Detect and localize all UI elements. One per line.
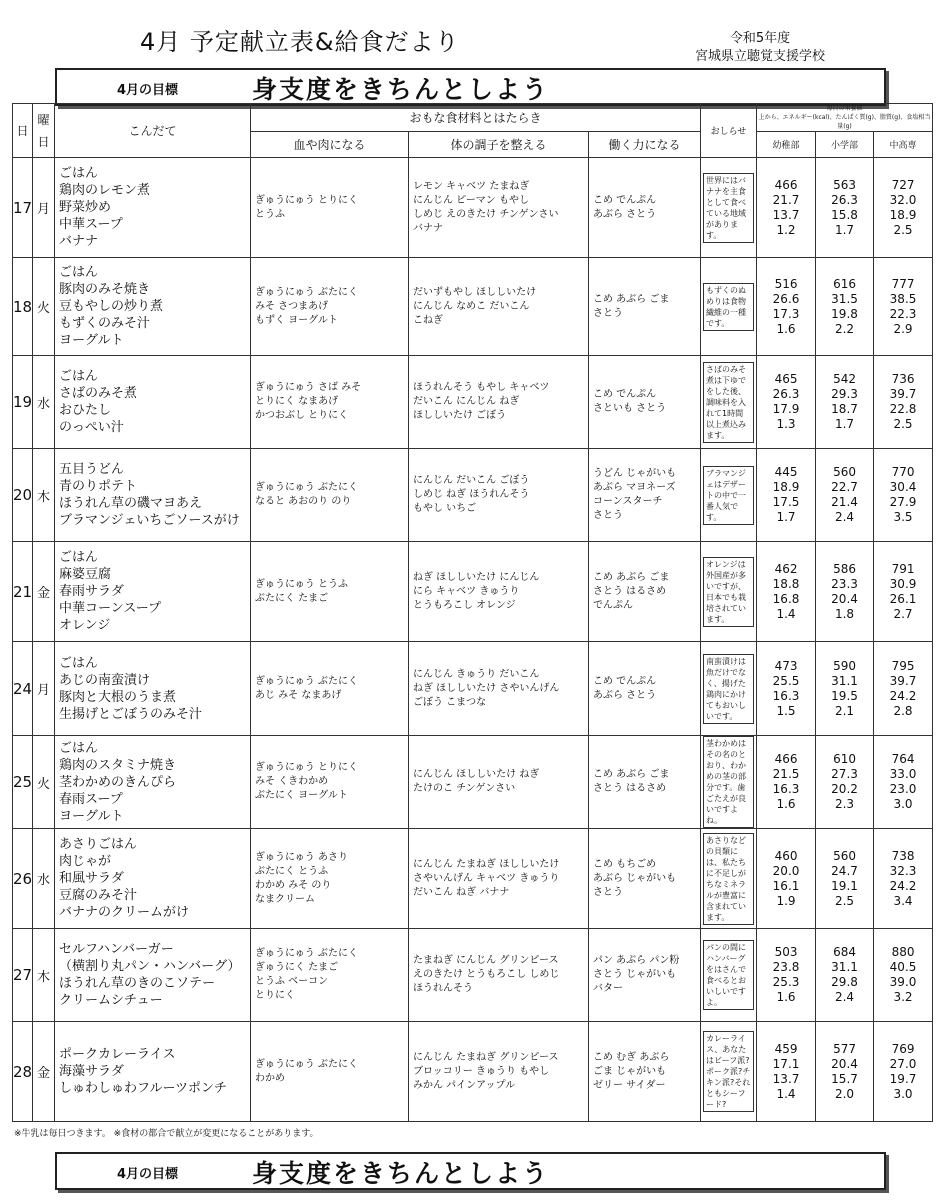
menu-row — [13, 158, 933, 258]
energy-foods: こめ でんぷん さといも さとう — [589, 356, 701, 449]
condition-foods: ねぎ ほししいたけ にんじん にら キャベツ きゅうり とうもろこし オレンジ — [409, 542, 589, 642]
nutrition-elem: 542 29.3 18.7 1.7 — [816, 356, 874, 449]
dish-list — [55, 642, 251, 736]
nutrition-kinder: 466 21.7 13.7 1.2 — [757, 158, 816, 258]
weekday: 火 — [33, 736, 55, 829]
menu-row — [13, 736, 933, 829]
dish-item: 豆もやしの炒り煮 — [59, 299, 164, 314]
dish-item: ごはん — [59, 550, 99, 565]
dish-item: ごはん — [59, 740, 99, 756]
dish-list — [55, 258, 251, 356]
dish-list — [55, 929, 251, 1022]
dish-item: ほうれん草のきのこソテー — [59, 976, 216, 991]
dish-item: セルフハンバーガー — [59, 942, 174, 957]
blood-foods: ぎゅうにゅう ぶたにく ぎゅうにく たまご とうふ ベーコン とりにく — [251, 929, 409, 1022]
dish-list — [55, 158, 251, 258]
condition-foods: たまねぎ にんじん グリンピース えのきたけ とうもろこし しめじ ほうれんそう — [409, 929, 589, 1022]
nutrition-elem: 560 24.7 19.1 2.5 — [816, 829, 874, 929]
dish-list — [55, 1022, 251, 1122]
dish-item: ごはん — [59, 369, 99, 384]
monthly-goal-bottom — [55, 1152, 886, 1190]
dish-list — [55, 736, 251, 829]
dish-item: 茎わかめのきんぴら — [59, 774, 177, 790]
energy-foods: こめ もちごめ あぶら じゃがいも さとう — [589, 829, 701, 929]
menu-table — [12, 103, 933, 1122]
dish-item: ごはん — [59, 265, 99, 280]
dish-item: 中華コーンスープ — [59, 601, 162, 616]
notice-cell — [701, 829, 757, 929]
page-title: 4月 予定献立表&給食だより — [140, 28, 460, 56]
condition-foods: にんじん だいこん ごぼう しめじ ねぎ ほうれんそう もやし いちご — [409, 449, 589, 542]
day-number: 17 — [13, 158, 33, 258]
blood-foods: ぎゅうにゅう とりにく みそ くきわかめ ぶたにく ヨーグルト — [251, 736, 409, 829]
dish-item: もずくのみそ汁 — [59, 316, 151, 331]
nutrition-kinder: 466 21.5 16.3 1.6 — [757, 736, 816, 829]
fiscal-year: 令和5年度 — [729, 31, 791, 46]
notice-cell — [701, 736, 757, 829]
weekday: 月 — [33, 158, 55, 258]
day-number: 25 — [13, 736, 33, 829]
blood-foods: ぎゅうにゅう ぶたにく わかめ — [251, 1022, 409, 1122]
nutrition-highs: 769 27.0 19.7 3.0 — [874, 1022, 933, 1122]
monthly-goal-top — [55, 68, 886, 106]
school-info — [680, 30, 840, 66]
notice-text: 世界にはバナナを主食として食べている地域があります。 — [703, 173, 754, 243]
nutrition-elem: 563 26.3 15.8 1.7 — [816, 158, 874, 258]
nutrition-kinder: 503 23.8 25.3 1.6 — [757, 929, 816, 1022]
nutrition-highs: 770 30.4 27.9 3.5 — [874, 449, 933, 542]
menu-row — [13, 258, 933, 356]
goal-label: 4月の目標 — [117, 1167, 179, 1182]
dish-item: 和風サラダ — [59, 871, 124, 886]
nutrition-kinder: 459 17.1 13.7 1.4 — [757, 1022, 816, 1122]
menu-row — [13, 829, 933, 929]
dish-item: 豚肉と大根のうま煮 — [59, 689, 177, 705]
day-number: 27 — [13, 929, 33, 1022]
condition-foods: にんじん たまねぎ グリンピース ブロッコリー きゅうり もやし みかん パインアップル — [409, 1022, 589, 1122]
nutrition-elem: 610 27.3 20.2 2.3 — [816, 736, 874, 829]
notice-cell — [701, 356, 757, 449]
nutrition-kinder: 465 26.3 17.9 1.3 — [757, 356, 816, 449]
day-number: 21 — [13, 542, 33, 642]
dish-item: 豆腐のみそ汁 — [59, 888, 138, 903]
notice-cell — [701, 258, 757, 356]
notice-text: あさりなどの貝類には、私たちに不足しがちなミネラルが豊富に含まれています。 — [703, 833, 754, 925]
weekday: 火 — [33, 258, 55, 356]
nutrition-highs: 727 32.0 18.9 2.5 — [874, 158, 933, 258]
nutrition-sub: 上から、エネルギー(kcal)、たんぱく質(g)、脂質(g)、食塩相当量(g) — [758, 114, 931, 130]
col-condition: 体の調子を整える — [409, 132, 589, 158]
blood-foods: ぎゅうにゅう さば みそ とりにく なまあげ かつおぶし とりにく — [251, 356, 409, 449]
goal-text: 身支度をきちんとしよう — [252, 1159, 550, 1188]
energy-foods: こめ あぶら ごま さとう はるさめ — [589, 736, 701, 829]
col-ingredients: おもな食材料とはたらき — [251, 104, 701, 132]
energy-foods: うどん じゃがいも あぶら マヨネーズ コーンスターチ さとう — [589, 449, 701, 542]
col-notice: おしらせ — [701, 104, 757, 158]
dish-list — [55, 356, 251, 449]
day-number: 26 — [13, 829, 33, 929]
nutrition-elem: 560 22.7 21.4 2.4 — [816, 449, 874, 542]
weekday: 木 — [33, 929, 55, 1022]
goal-text: 身支度をきちんとしよう — [252, 75, 550, 104]
weekday: 月 — [33, 642, 55, 736]
condition-foods: ほうれんそう もやし キャベツ だいこん にんじん ねぎ ほししいたけ ごぼう — [409, 356, 589, 449]
dish-item: 五目うどん — [59, 462, 125, 477]
notice-cell — [701, 542, 757, 642]
nutrition-kinder: 462 18.8 16.8 1.4 — [757, 542, 816, 642]
notice-text: オレンジは外国産が多いですが、日本でも栽培されています。 — [703, 557, 754, 627]
dish-item: バナナのクリームがけ — [59, 905, 190, 920]
day-number: 18 — [13, 258, 33, 356]
notice-text: もずくのぬめりは食物繊維の一種です。 — [703, 283, 754, 331]
nutrition-highs: 738 32.3 24.2 3.4 — [874, 829, 933, 929]
dish-item: あさりごはん — [59, 837, 138, 852]
nutrition-highs: 777 38.5 22.3 2.9 — [874, 258, 933, 356]
menu-row — [13, 929, 933, 1022]
dish-item: あじの南蛮漬け — [59, 672, 151, 688]
weekday: 木 — [33, 449, 55, 542]
dish-item: クリームシチュー — [59, 993, 163, 1008]
footer-note: ※牛乳は毎日つきます。 ※食材の都合で献立が変更になることがあります。 — [14, 1129, 319, 1139]
day-number: 20 — [13, 449, 33, 542]
dish-item: ヨーグルト — [59, 333, 124, 348]
nutrition-kinder: 460 20.0 16.1 1.9 — [757, 829, 816, 929]
dish-item: 春雨サラダ — [59, 584, 124, 599]
nutrition-kinder: 516 26.6 17.3 1.6 — [757, 258, 816, 356]
notice-text: カレーライス、あなたはビーフ派?ポーク派?チキン派?それともシーフード? — [703, 1031, 754, 1112]
nutrition-highs: 736 39.7 22.8 2.5 — [874, 356, 933, 449]
energy-foods: こめ あぶら ごま さとう — [589, 258, 701, 356]
condition-foods: にんじん たまねぎ ほししいたけ さやいんげん キャベツ きゅうり だいこん ねぎ バナナ — [409, 829, 589, 929]
dish-item: 海藻サラダ — [59, 1064, 124, 1079]
weekday: 金 — [33, 542, 55, 642]
nutrition-elem: 590 31.1 19.5 2.1 — [816, 642, 874, 736]
notice-cell — [701, 642, 757, 736]
dish-item: ごはん — [59, 166, 99, 181]
nutrition-elem: 586 23.3 20.4 1.8 — [816, 542, 874, 642]
dish-item: さばのみそ煮 — [59, 386, 138, 401]
dish-list — [55, 449, 251, 542]
weekday: 水 — [33, 356, 55, 449]
energy-foods: こめ でんぷん あぶら さとう — [589, 642, 701, 736]
col-nutrition — [757, 104, 933, 132]
goal-label: 4月の目標 — [117, 83, 179, 98]
nutrition-elem: 577 20.4 15.7 2.0 — [816, 1022, 874, 1122]
dish-item: 豚肉のみそ焼き — [59, 282, 151, 297]
notice-text: ブラマンジェはデザートの中で一番人気です。 — [703, 466, 754, 525]
nutrition-highs: 795 39.7 24.2 2.8 — [874, 642, 933, 736]
menu-row — [13, 542, 933, 642]
dish-item: しゅわしゅわフルーツポンチ — [59, 1081, 227, 1096]
dish-item: （横割り丸パン・ハンバーグ） — [59, 959, 241, 974]
blood-foods: ぎゅうにゅう とりにく とうふ — [251, 158, 409, 258]
dish-item: 春雨スープ — [59, 791, 123, 807]
day-number: 24 — [13, 642, 33, 736]
nutrition-highs: 764 33.0 23.0 3.0 — [874, 736, 933, 829]
menu-row — [13, 449, 933, 542]
dish-item: 野菜炒め — [59, 200, 112, 215]
energy-foods: こめ むぎ あぶら ごま じゃがいも ゼリー サイダー — [589, 1022, 701, 1122]
weekday: 水 — [33, 829, 55, 929]
nutrition-highs: 791 30.9 26.1 2.7 — [874, 542, 933, 642]
notice-text: 茎わかめはその名のとおり、わかめの茎の部分です。歯ごたえが良いですよね。 — [703, 736, 754, 828]
col-energy: 働く力になる — [589, 132, 701, 158]
blood-foods: ぎゅうにゅう あさり ぶたにく とうふ わかめ みそ のり なまクリーム — [251, 829, 409, 929]
nutrition-kinder: 473 25.5 16.3 1.5 — [757, 642, 816, 736]
dish-item: ポークカレーライス — [59, 1047, 176, 1062]
energy-foods: こめ でんぷん あぶら さとう — [589, 158, 701, 258]
notice-cell — [701, 158, 757, 258]
col-weekday: 曜日 — [33, 104, 55, 158]
notice-cell — [701, 1022, 757, 1122]
col-blood: 血や肉になる — [251, 132, 409, 158]
col-date: 日 — [13, 104, 33, 158]
dish-item: 肉じゃが — [59, 854, 112, 869]
notice-text: さばのみそ煮は下ゆでをした後、調味料を入れて1時間以上煮込みます。 — [703, 362, 754, 443]
dish-item: おひたし — [59, 403, 112, 418]
menu-row — [13, 356, 933, 449]
dish-item: ほうれん草の磯マヨあえ — [59, 496, 203, 511]
condition-foods: にんじん きゅうり だいこん ねぎ ほししいたけ さやいんげん ごぼう こまつな — [409, 642, 589, 736]
dish-item: 中華スープ — [59, 217, 123, 232]
dish-item: 生揚げとごぼうのみそ汁 — [59, 706, 203, 722]
dish-item: 鶏肉のスタミナ焼き — [59, 757, 177, 773]
nutrition-highs: 880 40.5 39.0 3.2 — [874, 929, 933, 1022]
menu-row — [13, 1022, 933, 1122]
dish-item: のっぺい汁 — [59, 420, 124, 435]
col-elem: 小学部 — [816, 132, 874, 158]
school-name: 宮城県立聴覚支援学校 — [694, 49, 825, 64]
nutrition-kinder: 445 18.9 17.5 1.7 — [757, 449, 816, 542]
dish-item: 麻婆豆腐 — [59, 567, 112, 582]
dish-item: ヨーグルト — [59, 808, 124, 824]
col-menu: こんだて — [55, 104, 251, 158]
dish-item: 青のりポテト — [59, 479, 138, 494]
blood-foods: ぎゅうにゅう ぶたにく あじ みそ なまあげ — [251, 642, 409, 736]
dish-item: ごはん — [59, 655, 99, 671]
menu-row — [13, 642, 933, 736]
notice-cell — [701, 929, 757, 1022]
dish-item: オレンジ — [59, 618, 111, 633]
condition-foods: だいずもやし ほししいたけ にんじん なめこ だいこん こねぎ — [409, 258, 589, 356]
notice-cell — [701, 449, 757, 542]
blood-foods: ぎゅうにゅう ぶたにく なると あおのり のり — [251, 449, 409, 542]
blood-foods: ぎゅうにゅう とうふ ぶたにく たまご — [251, 542, 409, 642]
dish-item: バナナ — [59, 234, 99, 249]
day-number: 28 — [13, 1022, 33, 1122]
col-kinder: 幼稚部 — [757, 132, 816, 158]
dish-item: ブラマンジェいちごソースがけ — [59, 513, 240, 528]
notice-text: パンの間にハンバーグをはさんで食べるとおいしいですよ。 — [703, 940, 754, 1010]
condition-foods: にんじん ほししいたけ ねぎ たけのこ チンゲンさい — [409, 736, 589, 829]
dish-list — [55, 829, 251, 929]
dish-item: 鶏肉のレモン煮 — [59, 183, 151, 198]
nutrition-elem: 616 31.5 19.8 2.2 — [816, 258, 874, 356]
energy-foods: パン あぶら パン粉 さとう じゃがいも バター — [589, 929, 701, 1022]
notice-text: 南蛮漬けは魚だけでなく、揚げた鶏肉にかけてもおいしいです。 — [703, 654, 754, 724]
dish-list — [55, 542, 251, 642]
condition-foods: レモン キャベツ たまねぎ にんじん ピーマン もやし しめじ えのきたけ チンゲンさい バナナ — [409, 158, 589, 258]
day-number: 19 — [13, 356, 33, 449]
weekday: 金 — [33, 1022, 55, 1122]
col-highs: 中高専 — [874, 132, 933, 158]
blood-foods: ぎゅうにゅう ぶたにく みそ さつまあげ もずく ヨーグルト — [251, 258, 409, 356]
energy-foods: こめ あぶら ごま さとう はるさめ でんぷん — [589, 542, 701, 642]
nutrition-elem: 684 31.1 29.8 2.4 — [816, 929, 874, 1022]
nutrition-title: 毎日の栄養価 — [826, 105, 863, 112]
